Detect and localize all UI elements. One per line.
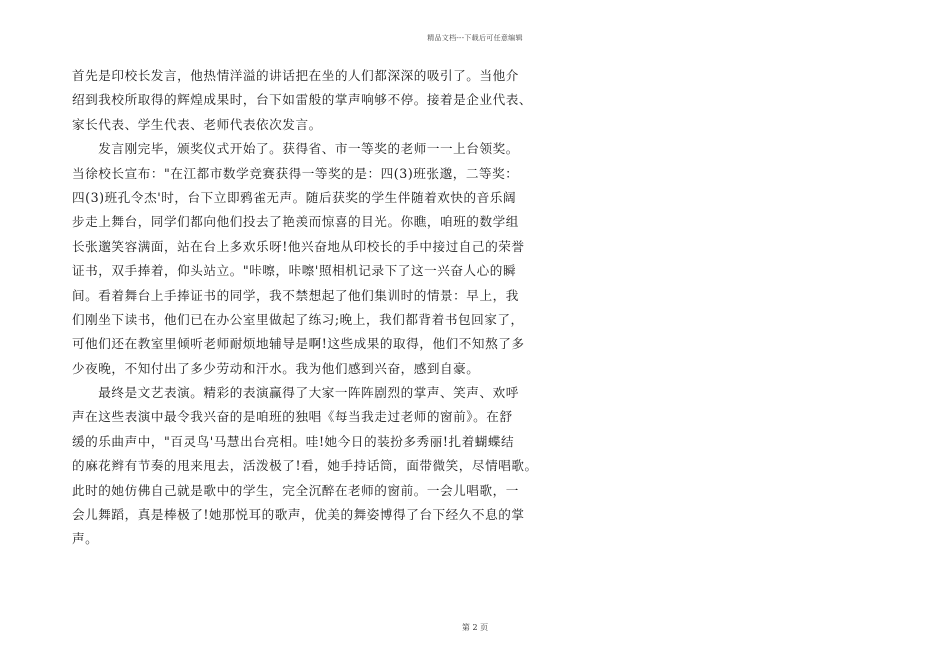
text-line: 步走上舞台，同学们都向他们投去了艳羡而惊喜的目光。你瞧，咱班的数学组 <box>72 214 519 230</box>
body-text <box>72 64 538 552</box>
text-line: 缓的乐曲声中，"百灵鸟'马慧出台亮相。哇!她今日的装扮多秀丽!扎着蝴蝶结 <box>72 433 515 449</box>
text-line: 当徐校长宣布："在江都市数学竞赛获得一等奖的是：四(3)班张邈，二等奖： <box>72 165 519 181</box>
text-line: 可他们还在教室里倾听老师耐烦地辅导是啊!这些成果的取得，他们不知熬了多 <box>72 336 525 352</box>
page-header: 精品文档---下载后可任意编辑 <box>427 34 523 42</box>
text-line: 声在这些表演中最令我兴奋的是咱班的独唱《每当我走过老师的窗前》。在舒 <box>72 409 513 425</box>
text-line: 首先是印校长发言，他热情洋溢的讲话把在坐的人们都深深的吸引了。当他介 <box>72 68 519 83</box>
text-line: 证书，双手捧着，仰头站立。"咔嚓，咔嚓'照相机记录下了这一兴奋人心的瞬 <box>72 263 517 279</box>
text-line: 长张邈笑容满面，站在台上多欢乐呀!他兴奋地从印校长的手中接过自己的荣誉 <box>72 238 525 254</box>
text-line: 间。看着舞台上手捧证书的同学，我不禁想起了他们集训时的情景：早上，我 <box>72 287 519 303</box>
text-line: 会儿舞蹈，真是棒极了!她那悦耳的歌声，优美的舞姿博得了台下经久不息的掌 <box>72 507 525 523</box>
text-line: 们刚坐下读书，他们已在办公室里做起了练习;晚上，我们都背着书包回家了， <box>72 311 524 327</box>
text-line: 少夜晚，不知付出了多少劳动和汗水。我为他们感到兴奋，感到自豪。 <box>72 360 480 376</box>
text-line: 声。 <box>72 531 99 547</box>
text-line: 发言刚完毕，颁奖仪式开始了。获得省、市一等奖的老师一一上台领奖。 <box>72 141 519 157</box>
text-line: 家长代表、学生代表、老师代表依次发言。 <box>72 116 322 132</box>
text-line: 此时的她仿佛自己就是歌中的学生，完全沉醉在老师的窗前。一会儿唱歌，一 <box>72 482 519 498</box>
page-number: 第 2 页 <box>461 623 489 632</box>
text-line: 绍到我校所取得的辉煌成果时，台下如雷般的掌声响够不停。接着是企业代表、 <box>72 92 533 108</box>
text-line: 最终是文艺表演。精彩的表演赢得了大家一阵阵剧烈的掌声、笑声、欢呼 <box>72 385 519 401</box>
text-line: 四(3)班孔令杰'时，台下立即鸦雀无声。随后获奖的学生伴随着欢快的音乐阔 <box>72 189 517 205</box>
text-line: 的麻花辫有节奏的甩来甩去，活泼极了!看，她手持话筒，面带微笑，尽情唱歌。 <box>72 458 538 474</box>
